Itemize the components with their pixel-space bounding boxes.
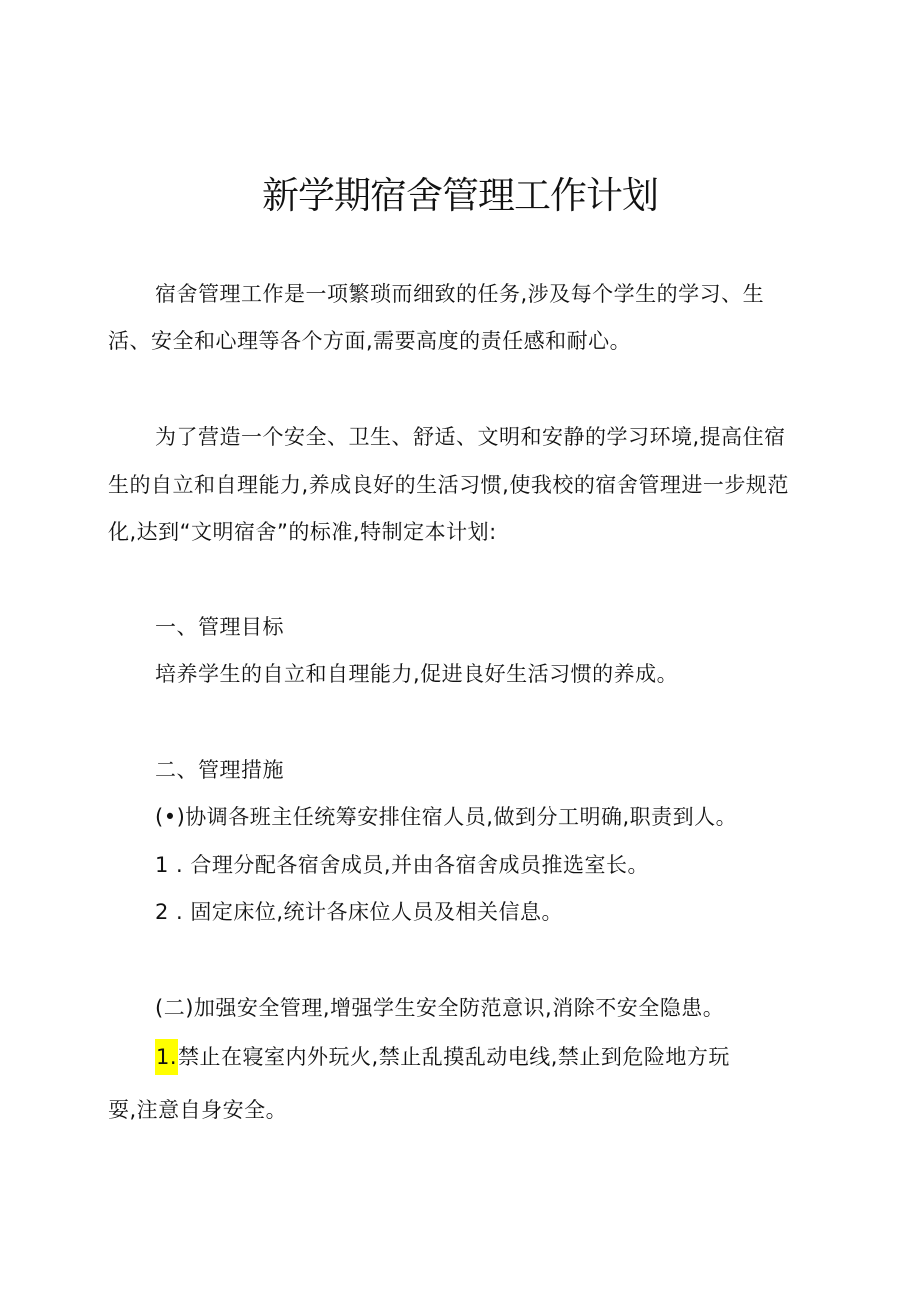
section-2-heading: 二、管理措施 (155, 758, 284, 782)
list-item-3-line-2: 耍,注意自身安全。 (108, 1098, 288, 1122)
list-item-2: 2 . 固定床位,统计各床位人员及相关信息。 (155, 900, 564, 924)
highlighted-item-number: 1. (155, 1039, 178, 1075)
list-item-3-text: 禁止在寝室内外玩火,禁止乱摸乱动电线,禁止到危险地方玩 (178, 1045, 730, 1069)
subsection-2: (二)加强安全管理,增强学生安全防范意识,消除不安全隐患。 (155, 996, 725, 1020)
purpose-line-1: 为了营造一个安全、卫生、舒适、文明和安静的学习环境,提高住宿 (155, 425, 786, 449)
purpose-line-3: 化,达到“文明宿舍”的标准,特制定本计划: (108, 520, 497, 544)
document-title: 新学期宿舍管理工作计划 (262, 174, 658, 217)
section-1-heading: 一、管理目标 (155, 615, 284, 639)
list-item-1: 1 . 合理分配各宿舍成员,并由各宿舍成员推选室长。 (155, 853, 650, 877)
intro-line-2: 活、安全和心理等各个方面,需要高度的责任感和耐心。 (108, 329, 632, 353)
intro-line-1: 宿舍管理工作是一项繁琐而细致的任务,涉及每个学生的学习、生 (155, 282, 765, 306)
list-item-3-line-1 (155, 1042, 730, 1072)
purpose-line-2: 生的自立和自理能力,养成良好的生活习惯,使我校的宿舍管理进一步规范 (108, 473, 789, 497)
section-1-text: 培养学生的自立和自理能力,促进良好生活习惯的养成。 (155, 662, 679, 686)
subsection-1: (•)协调各班主任统筹安排住宿人员,做到分工明确,职责到人。 (155, 805, 738, 829)
